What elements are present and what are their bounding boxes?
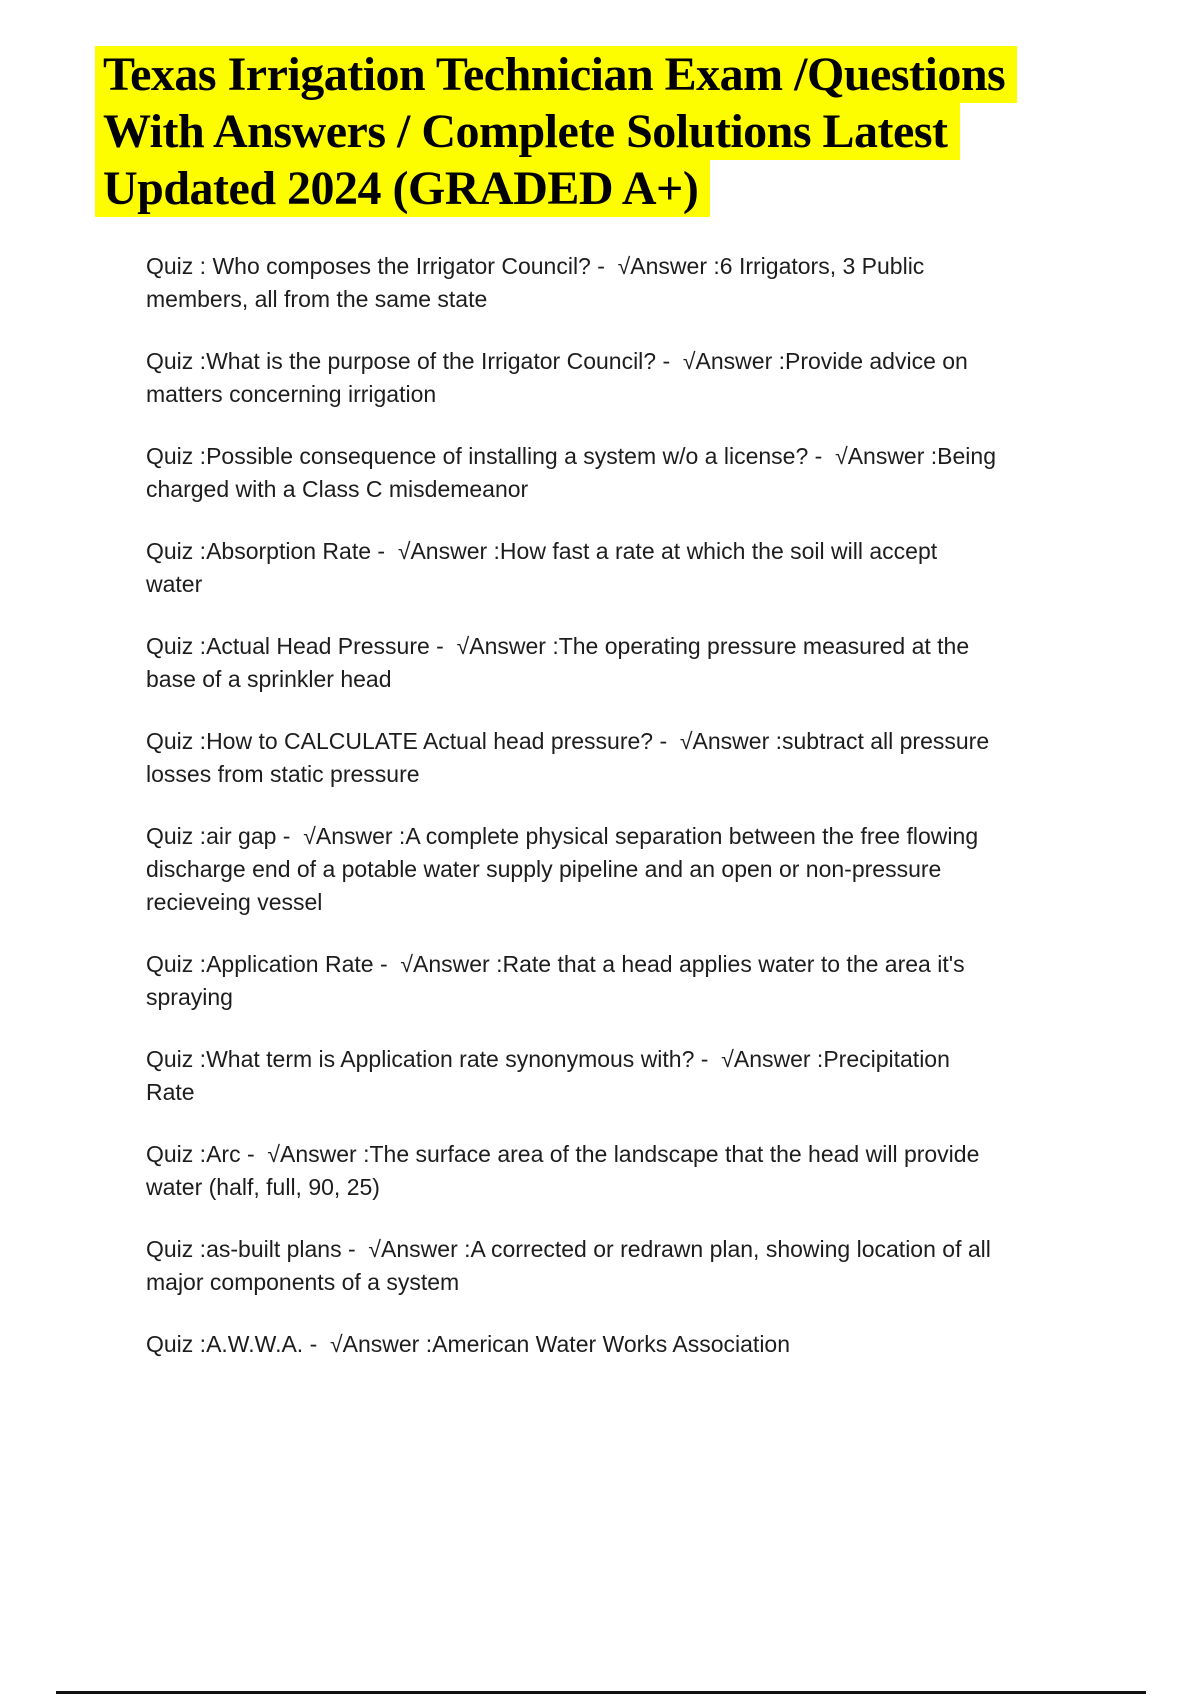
- page-divider: [56, 1691, 1146, 1694]
- document-title: [95, 46, 1017, 217]
- title-highlight-2: With Answers / Complete Solutions Latest: [95, 103, 960, 160]
- title-line-1: [95, 46, 1017, 103]
- qa-paragraph: Quiz :What is the purpose of the Irrigator Council? - √Answer :Provide advice on matters concerning irrigation: [146, 348, 975, 407]
- title-line-3: [95, 160, 1017, 217]
- qa-paragraph: Quiz :as-built plans - √Answer :A corrected or redrawn plan, showing location of all major components of a system: [146, 1236, 998, 1295]
- qa-list: [146, 250, 1003, 1390]
- qa-paragraph: Quiz :Actual Head Pressure - √Answer :The operating pressure measured at the base of a sprinkler head: [146, 633, 976, 692]
- qa-paragraph: Quiz :What term is Application rate synonymous with? - √Answer :Precipitation Rate: [146, 1046, 957, 1105]
- title-line-2: [95, 103, 1017, 160]
- qa-paragraph: Quiz :How to CALCULATE Actual head pressure? - √Answer :subtract all pressure losses from static pressure: [146, 728, 996, 787]
- qa-paragraph: Quiz :Arc - √Answer :The surface area of the landscape that the head will provide water (half, full, 90, 25): [146, 1141, 986, 1200]
- qa-paragraph: Quiz :Application Rate - √Answer :Rate that a head applies water to the area it's spraying: [146, 951, 972, 1010]
- qa-paragraph: Quiz :Absorption Rate - √Answer :How fast a rate at which the soil will accept water: [146, 538, 944, 597]
- qa-paragraph: Quiz :air gap - √Answer :A complete physical separation between the free flowing discharge end of a potable water supply pipeline and an open or non-pressure recieveing vessel: [146, 823, 985, 915]
- qa-paragraph: Quiz :A.W.W.A. - √Answer :American Water Works Association: [146, 1331, 791, 1357]
- qa-paragraph: Quiz : Who composes the Irrigator Council? - √Answer :6 Irrigators, 3 Public members, all from the same state: [146, 253, 931, 312]
- title-highlight-1: Texas Irrigation Technician Exam /Questions: [95, 46, 1017, 103]
- qa-paragraph: Quiz :Possible consequence of installing a system w/o a license? - √Answer :Being charged with a Class C misdemeanor: [146, 443, 1003, 502]
- title-highlight-3: Updated 2024 (GRADED A+): [95, 160, 710, 217]
